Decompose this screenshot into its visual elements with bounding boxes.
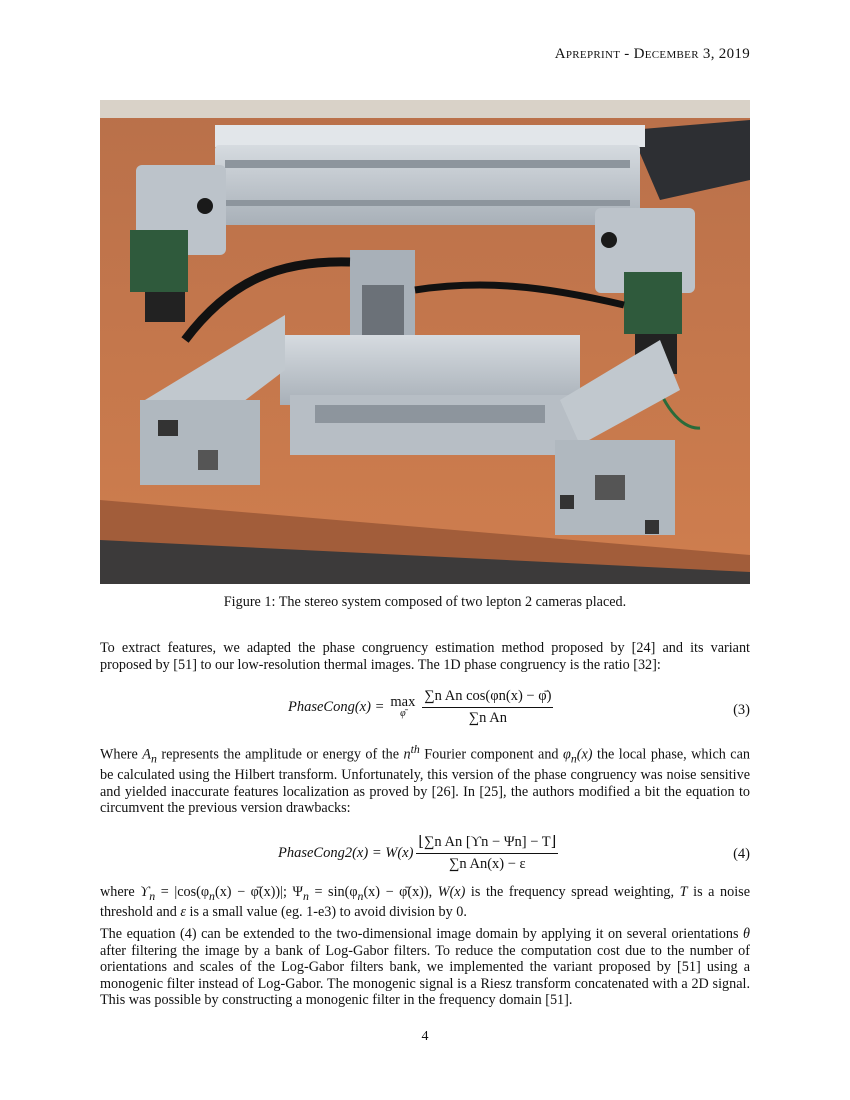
equation-3-denominator: ∑n An [468, 710, 507, 726]
math-x: (x) [576, 746, 593, 763]
equation-4-numerator: ⌊∑n An [ϒn − Ψn] − T⌋ [416, 834, 558, 854]
header-date-tail: 3, 2019 [698, 46, 750, 62]
math-theta: θ [743, 926, 750, 942]
math-T: T [679, 884, 688, 900]
math-phi: φ [563, 746, 571, 763]
text: Fourier component and [419, 746, 563, 763]
header-separator: - [620, 46, 634, 62]
equation-4-denominator: ∑n An(x) − ε [449, 856, 526, 872]
text: is a noise threshold and [100, 884, 750, 921]
figure-photo [100, 100, 750, 584]
math-sup: th [410, 742, 420, 756]
equation-3-lhs: PhaseCong(x) = [288, 699, 385, 715]
math-sub: n [209, 888, 215, 903]
text: The equation (4) can be extended to the two-dimensional image domain by applying it on several orientations [100, 926, 744, 942]
header-letter: A [554, 46, 566, 62]
math-sub: n [302, 888, 309, 903]
math-sub: n [149, 888, 156, 903]
equation-4-fraction [416, 834, 558, 873]
header-date-initial: D [633, 46, 645, 62]
text: after filtering the image by a bank of Log-Gabor filters. To reduce the computation cost due to the number of orientations and scales of the Log-Gabor filters bank, we implemented the variant proposed by [51] using a monogenic filter instead of Log-Gabor. The monogenic signal is a Riesz transform concatenated with a 2D signal. This was possible by constructing a monogenic filter in the frequency domain [51]. [100, 942, 750, 1009]
math-sub: n [570, 751, 577, 766]
paragraph-amplitude [100, 741, 750, 817]
figure-caption: Figure 1: The stereo system composed of two lepton 2 cameras placed. [223, 594, 627, 610]
text: = |cos(φ [155, 884, 210, 900]
equation-4-lhs: PhaseCong2(x) = W(x) [278, 845, 414, 861]
text: the local phase, which can be calculated using the Hilbert transform. Unfortunately, this version of the phase congruency was noise sensitive and yielded inaccurate features localization as proved by [26]. In [25], the authors modified a bit the equation to circumvent the previous version drawbacks: [100, 746, 750, 817]
equation-3-fraction [422, 688, 553, 727]
running-header [555, 46, 750, 63]
header-preprint: preprint [565, 46, 621, 62]
paragraph-intro: To extract features, we adapted the phase congruency estimation method proposed by [24] and its variant proposed by [51] to our low-resolution thermal images. The 1D phase congruency is the ratio [32]: [100, 640, 750, 673]
math-sub: n [150, 751, 157, 766]
text: where [100, 884, 141, 900]
text: (x) − φ̄(x))|; Ψ [214, 884, 303, 900]
stereo-rig-image [100, 100, 750, 584]
math-sub: n [357, 888, 364, 903]
math-epsilon: ε [180, 904, 186, 921]
math-n: n [403, 746, 411, 763]
text: Where [100, 746, 143, 763]
equation-4 [100, 834, 750, 878]
math-W: W(x) [437, 884, 466, 900]
text: is a small value (eg. 1-e3) to avoid division by 0. [185, 904, 467, 921]
equation-3-op-sub: φ̄ [400, 707, 406, 719]
math-A: A [142, 746, 151, 763]
equation-3-number: (3) [733, 702, 750, 718]
equation-3-numerator: ∑n An cos(φn(x) − φ̄) [422, 688, 553, 708]
text: represents the amplitude or energy of the [156, 746, 404, 763]
text: is the frequency spread weighting, [465, 884, 680, 900]
equation-3-max-operator [390, 693, 416, 720]
equation-4-number: (4) [733, 846, 750, 862]
equation-3-op: max [390, 693, 416, 710]
page-number: 4 [421, 1029, 429, 1044]
paragraph-definitions [100, 884, 750, 921]
paragraph-extension [100, 926, 750, 1009]
text: = sin(φ [308, 884, 358, 900]
header-date-month: ecember [644, 46, 699, 62]
equation-3 [100, 688, 750, 732]
text: (x) − φ̄(x)), [363, 884, 438, 900]
math-upsilon: ϒ [140, 884, 150, 900]
